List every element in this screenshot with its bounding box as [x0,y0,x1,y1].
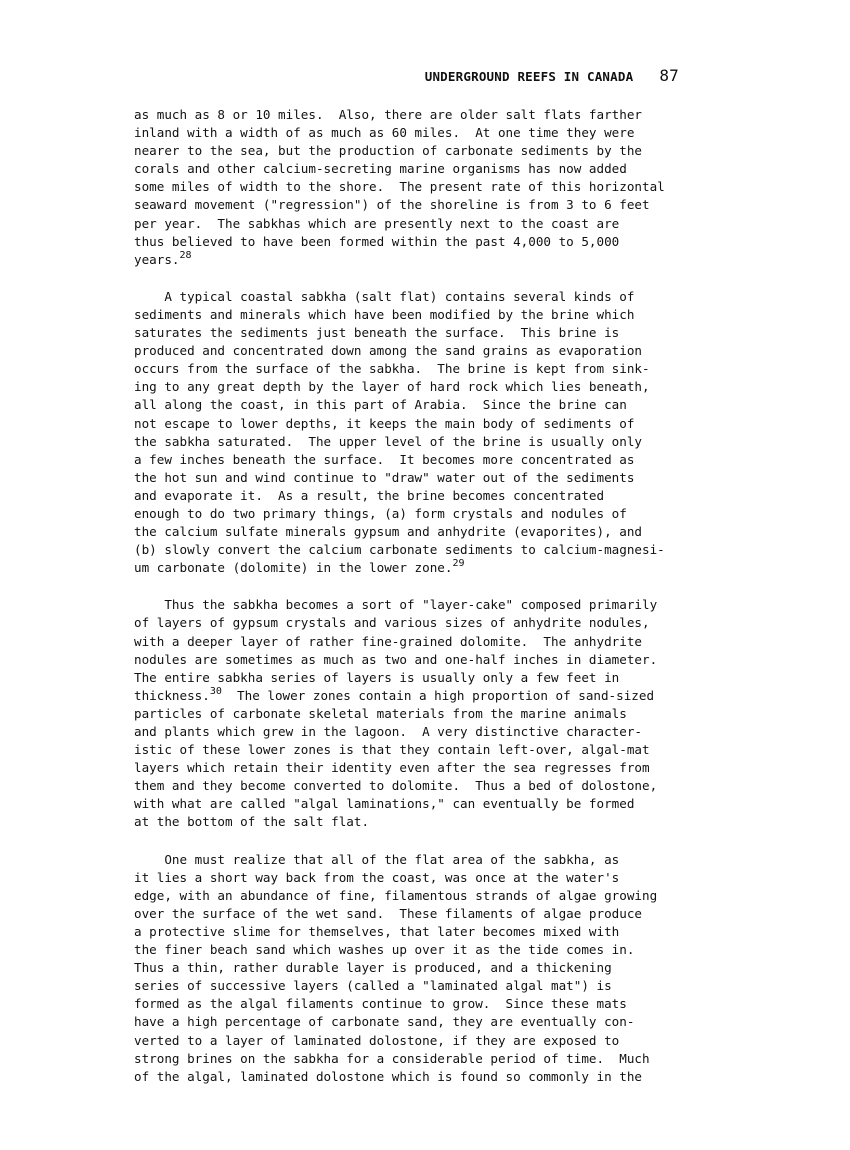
line-text: the finer beach sand which washes up over it as the tide comes in. [134,942,635,958]
text-line [134,106,834,124]
line-text: it lies a short way back from the coast, was once at the water's [134,869,620,885]
text-line [134,705,834,723]
text-line [134,215,834,233]
body-text [134,106,834,1105]
line-text: One must realize that all of the flat area of the sabkha, as [134,851,620,867]
footnote-marker: 29 [452,558,465,570]
text-line [134,887,834,905]
line-text: years. [134,251,180,267]
line-text: nodules are sometimes as much as two and one-half inches in diameter. [134,651,658,667]
line-text: occurs from the surface of the sabkha. The brine is kept from sink- [134,361,650,377]
line-text: all along the coast, in this part of Arabia. Since the brine can [134,397,627,413]
running-title: UNDERGROUND REEFS IN CANADA [424,69,634,84]
line-text: at the bottom of the salt flat. [134,814,370,830]
line-text: enough to do two primary things, (a) form crystals and nodules of [134,505,627,521]
line-text: not escape to lower depths, it keeps the main body of sediments of [134,415,635,431]
line-text: layers which retain their identity even after the sea regresses from [134,760,650,776]
text-line [134,596,834,614]
text-line [134,233,834,251]
text-line [134,288,834,306]
line-text: sediments and minerals which have been modified by the brine which [134,306,635,322]
text-line [134,633,834,651]
text-line [134,251,834,269]
text-line [134,160,834,178]
text-line [134,306,834,324]
line-text: A typical coastal sabkha (salt flat) contains several kinds of [134,288,635,304]
text-line [134,523,834,541]
text-line [134,324,834,342]
text-line [134,124,834,142]
line-text: with a deeper layer of rather fine-grained dolomite. The anhydrite [134,633,642,649]
text-line [134,851,834,869]
text-line [134,977,834,995]
text-line [134,795,834,813]
text-line [134,342,834,360]
text-line [134,651,834,669]
text-line [134,759,834,777]
text-line [134,415,834,433]
line-text: of layers of gypsum crystals and various sizes of anhydrite nodules, [134,615,650,631]
text-line [134,433,834,451]
text-line [134,669,834,687]
text-line [134,614,834,632]
text-line [134,687,834,705]
line-text: verted to a layer of laminated dolostone, if they are exposed to [134,1032,620,1048]
line-text: thickness. [134,687,210,703]
paragraph [134,851,834,1086]
paragraph [134,288,834,578]
text-line [134,396,834,414]
line-text: produced and concentrated down among the sand grains as evaporation [134,343,642,359]
line-text: The entire sabkha series of layers is usually only a few feet in [134,669,620,685]
line-text: particles of carbonate skeletal materials from the marine animals [134,705,627,721]
text-line [134,941,834,959]
line-text: edge, with an abundance of fine, filamentous strands of algae growing [134,887,658,903]
text-line [134,559,834,577]
line-text-continuation: The lower zones contain a high proportion of sand-sized [221,687,655,703]
text-line [134,487,834,505]
line-text: saturates the sediments just beneath the surface. This brine is [134,325,620,341]
line-text: (b) slowly convert the calcium carbonate sediments to calcium-magnesi- [134,542,665,558]
line-text: corals and other calcium-secreting marine organisms has now added [134,161,627,177]
text-line [134,196,834,214]
text-line [134,813,834,831]
text-line [134,869,834,887]
text-line [134,541,834,559]
line-text: thus believed to have been formed within the past 4,000 to 5,000 [134,233,620,249]
line-text: a protective slime for themselves, that later becomes mixed with [134,923,620,939]
line-text: Thus a thin, rather durable layer is produced, and a thickening [134,960,612,976]
text-line [134,741,834,759]
running-head [0,66,679,85]
text-line [134,469,834,487]
line-text: per year. The sabkhas which are presently next to the coast are [134,215,620,231]
text-line [134,1050,834,1068]
line-text: nearer to the sea, but the production of carbonate sediments by the [134,143,642,159]
text-line [134,142,834,160]
text-line [134,959,834,977]
text-line [134,451,834,469]
line-text: them and they become converted to dolomite. Thus a bed of dolostone, [134,778,658,794]
text-line [134,905,834,923]
footnote-marker: 28 [179,249,192,261]
text-line [134,1013,834,1031]
line-text: and plants which grew in the lagoon. A very distinctive character- [134,724,642,739]
paragraph [134,596,834,831]
line-text: the sabkha saturated. The upper level of the brine is usually only [134,433,642,449]
line-text: ing to any great depth by the layer of hard rock which lies beneath, [134,379,650,395]
text-line [134,995,834,1013]
line-text: some miles of width to the shore. The present rate of this horizontal [134,179,665,195]
line-text: as much as 8 or 10 miles. Also, there are older salt flats farther [134,107,642,122]
line-text: the hot sun and wind continue to "draw" water out of the sediments [134,469,635,485]
line-text: strong brines on the sabkha for a considerable period of time. Much [134,1050,650,1066]
paragraph [134,106,834,269]
line-text: formed as the algal filaments continue to grow. Since these mats [134,996,627,1012]
line-text: a few inches beneath the surface. It becomes more concentrated as [134,451,635,467]
text-line [134,378,834,396]
line-text: istic of these lower zones is that they contain left-over, algal-mat [134,742,650,758]
line-text: the calcium sulfate minerals gypsum and anhydrite (evaporites), and [134,524,642,540]
text-line [134,1068,834,1086]
text-line [134,360,834,378]
text-line [134,923,834,941]
line-text: of the algal, laminated dolostone which is found so commonly in the [134,1068,642,1084]
line-text: um carbonate (dolomite) in the lower zone. [134,560,453,576]
page-number: 87 [659,66,679,85]
line-text: over the surface of the wet sand. These filaments of algae produce [134,905,642,921]
text-line [134,777,834,795]
line-text: series of successive layers (called a "laminated algal mat") is [134,978,612,994]
line-text: seaward movement ("regression") of the shoreline is from 3 to 6 feet [134,197,650,213]
text-line [134,505,834,523]
text-line [134,1032,834,1050]
line-text: have a high percentage of carbonate sand, they are eventually con- [134,1014,635,1030]
line-text: Thus the sabkha becomes a sort of "layer-cake" composed primarily [134,597,658,613]
line-text: with what are called "algal laminations," can eventually be formed [134,796,635,812]
text-line [134,723,834,741]
line-text: and evaporate it. As a result, the brine becomes concentrated [134,487,605,503]
footnote-marker: 30 [209,685,222,697]
line-text: inland with a width of as much as 60 miles. At one time they were [134,125,635,141]
text-line [134,178,834,196]
